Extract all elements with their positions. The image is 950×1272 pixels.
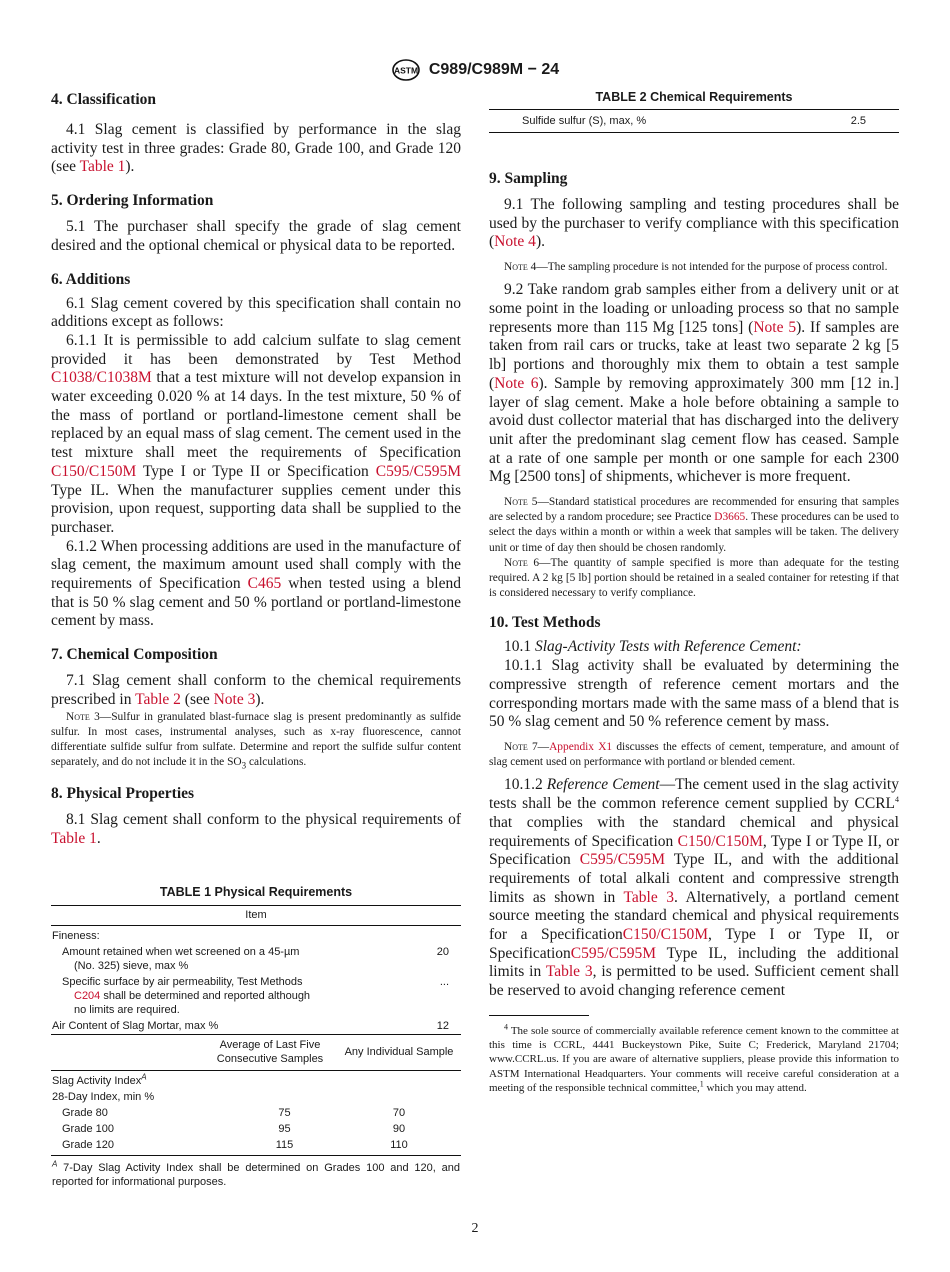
section-4-heading: 4. Classification bbox=[51, 91, 157, 108]
table-2 bbox=[489, 90, 899, 135]
section-9-heading: 9. Sampling bbox=[489, 170, 568, 187]
table-header-individual: Any Individual Sample bbox=[344, 1045, 454, 1058]
note-3: Note 3—Sulfur in granulated blast-furnace slag is present predominantly as sulfide sulfur. In most cases, instrumental analyses, such as x-ray fluorescence, cannot differentiate sulfide sulfur from sulfate. Determine and report the sulfide sulfur content separately, and do not include it in the $SO_3$ calculations. bbox=[51, 710, 461, 771]
link-c595[interactable]: C595/C595M bbox=[579, 851, 666, 869]
section-6-heading: 6. Additions bbox=[51, 270, 131, 288]
link-note-4[interactable]: Note 4 bbox=[494, 233, 536, 251]
paragraph-8-1: 8.1 Slag cement shall conform to the physical requirements of Table 1. bbox=[51, 811, 461, 848]
paragraph-5-1: 5.1 The purchaser shall specify the grade of slag cement desired and the optional chemical or physical data to be reported. bbox=[51, 218, 461, 254]
table-row: Grade 80 75 70 bbox=[62, 1106, 406, 1119]
note-6: Note 6—The quantity of sample specified is more than adequate for the testing required. A 2 kg [5 lb] portion should be retained in a sealed container for retesting if that is considered necessary to verify compliance. bbox=[489, 556, 899, 600]
link-note-6[interactable]: Note 6 bbox=[494, 374, 539, 392]
table-cell: Amount retained when wet screened on a 45-µm (No. 325) sieve, max % bbox=[62, 945, 300, 972]
table-1 bbox=[51, 885, 461, 1190]
section-8-heading: 8. Physical Properties bbox=[51, 785, 195, 803]
link-c595[interactable]: C595/C595M bbox=[570, 944, 657, 962]
link-c595[interactable]: C595/C595M bbox=[375, 462, 461, 480]
note-4: Note 4—The sampling procedure is not intended for the purpose of process control. bbox=[504, 261, 888, 274]
table-cell: 20 bbox=[436, 945, 449, 958]
footnote-4: $^4$ The sole source of commercially available reference cement known to the committee at this time is CCRL, 4441 Buckeystown Pike, Suite C; Frederick, Maryland 21704; www.CCRL.us. If you are aware of alternative suppliers, please provide this information to ASTM International Headquarters. Your comments will receive careful consideration at a meeting of the responsible technical committee,$^1$ which you may attend. bbox=[489, 1022, 899, 1095]
link-table-3[interactable]: Table 3 bbox=[545, 963, 593, 981]
link-c150[interactable]: C150/C150M bbox=[622, 926, 708, 944]
paragraph-4-1: 4.1 Slag cement is classified by performance in the slag activity test in three grades: Grade 80, Grade 100, and Grade 120 (see Table 1). bbox=[51, 121, 461, 176]
svg-text:ASTM: ASTM bbox=[393, 65, 418, 76]
page-header bbox=[0, 57, 950, 83]
left-column bbox=[51, 90, 461, 1190]
link-table-1[interactable]: Table 1 bbox=[51, 830, 97, 848]
astm-logo-icon bbox=[391, 59, 421, 81]
page-number: 2 bbox=[471, 1221, 479, 1236]
paragraph-10-1-2: 10.1.2 Reference Cement—The cement used in the slag activity tests shall be the common reference cement supplied by CCRL$^4$ that complies with the standard chemical and physical requirements of Specification C150/C150M, Type I or Type II, or Specification C595/C595M Type IL, and with the additional requirements of total alkali content and compressive strength limits as shown in Table 3. Alternatively, a portland cement source meeting the standard chemical and physical requirements for a SpecificationC150/C150M, Type I or Type II, or SpecificationC595/C595M Type IL, including the additional limits in Table 3, is permitted to be used. Sufficient cement shall be reserved to avoid changing reference cement bbox=[489, 776, 900, 1000]
table-cell: Fineness: bbox=[52, 929, 100, 942]
link-d3665[interactable]: D3665 bbox=[714, 511, 746, 524]
table-1-title: TABLE 1 Physical Requirements bbox=[159, 884, 353, 899]
table-cell: Air Content of Slag Mortar, max % bbox=[52, 1019, 219, 1032]
table-cell: ... bbox=[439, 975, 449, 988]
section-10-heading: 10. Test Methods bbox=[489, 614, 601, 632]
link-c150[interactable]: C150/C150M bbox=[677, 832, 763, 850]
document-id: C989/C989M − 24 bbox=[428, 61, 560, 78]
table-1-footnote: $^A$ 7-Day Slag Activity Index shall be determined on Grades 100 and 120, and reported for informational purposes. bbox=[52, 1159, 460, 1188]
table-cell: 12 bbox=[436, 1019, 449, 1032]
link-note-3[interactable]: Note 3 bbox=[213, 690, 256, 708]
paragraph-9-1: 9.1 The following sampling and testing procedures shall be used by the purchaser to verify compliance with this specification (Note 4). bbox=[489, 196, 899, 251]
link-table-3[interactable]: Table 3 bbox=[623, 888, 674, 906]
table-2-title: TABLE 2 Chemical Requirements bbox=[595, 90, 793, 104]
link-note-5[interactable]: Note 5 bbox=[753, 318, 797, 336]
section-5-heading: 5. Ordering Information bbox=[51, 192, 214, 210]
table-cell: Specific surface by air permeability, Test Methods C204 shall be determined and reported although no limits are required. bbox=[62, 975, 311, 1016]
right-column bbox=[489, 90, 899, 1095]
section-7-heading: 7. Chemical Composition bbox=[51, 646, 218, 664]
footnote-divider bbox=[489, 1015, 589, 1016]
link-table-1[interactable]: Table 1 bbox=[79, 158, 126, 176]
paragraph-10-1-1: 10.1.1 Slag activity shall be evaluated by determining the compressive strength of reference cement mortars and the corresponding mortars made with the same mass of a blend that is 50 % slag cement and 50 % reference cement by mass. bbox=[489, 657, 899, 731]
table-row: Grade 120 115 110 bbox=[62, 1138, 408, 1151]
paragraph-10-1: 10.1 Slag-Activity Tests with Reference Cement: bbox=[504, 638, 802, 656]
table-header-average: Average of Last Five Consecutive Samples bbox=[216, 1038, 324, 1065]
note-5: Note 5—Standard statistical procedures are recommended for ensuring that samples are selected by a random procedure; see Practice D3665. These procedures can be used to select the days within a month or within a week that samples will be taken. The delivery unit or time of day then should be chosen randomly. bbox=[489, 496, 899, 554]
link-appendix-x1[interactable]: Appendix X1 bbox=[549, 740, 613, 753]
table-row: Grade 100 95 90 bbox=[62, 1122, 406, 1135]
table-cell: 28-Day Index, min % bbox=[52, 1090, 155, 1103]
paragraph-7-1: 7.1 Slag cement shall conform to the chemical requirements prescribed in Table 2 (see Note 3). bbox=[51, 672, 461, 708]
paragraph-9-2: 9.2 Take random grab samples either from a delivery unit or at some point in the loading or unloading process so that no sample represents more than 115 Mg [125 tons] (Note 5). If samples are taken from rail cars or trucks, take at least two separate 2 kg [5 lb] portions and thoroughly mix them to obtain a test sample (Note 6). Sample by removing approximately 300 mm [12 in.] layer of slag cement. Make a hole before obtaining a sample to avoid dust collector material that has discharged into the delivery unit after the predominant slag cement flow has ceased. Sample at a rate of one sample per month or one sample for each 2300 Mg [2500 tons] of shipments, whichever is more frequent. bbox=[489, 281, 899, 486]
table-header-item: Item bbox=[245, 908, 267, 921]
link-c1038[interactable]: C1038/C1038M bbox=[51, 369, 152, 387]
paragraph-6-1-1: 6.1.1 It is permissible to add calcium sulfate to slag cement provided it has been demonstrated by Test Method C1038/C1038M that a test mixture will not develop expansion in water exceeding 0.020 % at 14 days. In the test mixture, 50 % of the mass of portland or portland-limestone cement shall be replaced by an equal mass of slag cement. The cement used in the test mixture shall meet the requirements of Specification C150/C150M Type I or Type II or Specification C595/C595M Type IL. When the manufacturer supplies cement under this provision, upon request, supporting data shall be supplied to the purchaser. bbox=[51, 331, 461, 536]
note-7: Note 7—Appendix X1 discusses the effects of cement, temperature, and amount of slag cement used on performance with portland or blended cement. bbox=[489, 740, 899, 769]
link-c465[interactable]: C465 bbox=[247, 575, 282, 593]
link-c150[interactable]: C150/C150M bbox=[51, 462, 137, 480]
paragraph-6-1-2: 6.1.2 When processing additions are used in the manufacture of slag cement, the maximum amount used shall comply with the requirements of Specification C465 when tested using a blend that is 50 % slag cement and 50 % portland or portland-limestone cement by mass. bbox=[51, 537, 461, 630]
table-cell: Slag Activity Index$^A$ bbox=[52, 1072, 147, 1087]
paragraph-6-1: 6.1 Slag cement covered by this specification shall contain no additions except as follows: bbox=[51, 294, 461, 331]
link-c204[interactable]: C204 bbox=[74, 989, 101, 1002]
table-row: Sulfide sulfur (S), max, % 2.5 bbox=[489, 110, 899, 133]
link-table-2[interactable]: Table 2 bbox=[135, 690, 181, 708]
